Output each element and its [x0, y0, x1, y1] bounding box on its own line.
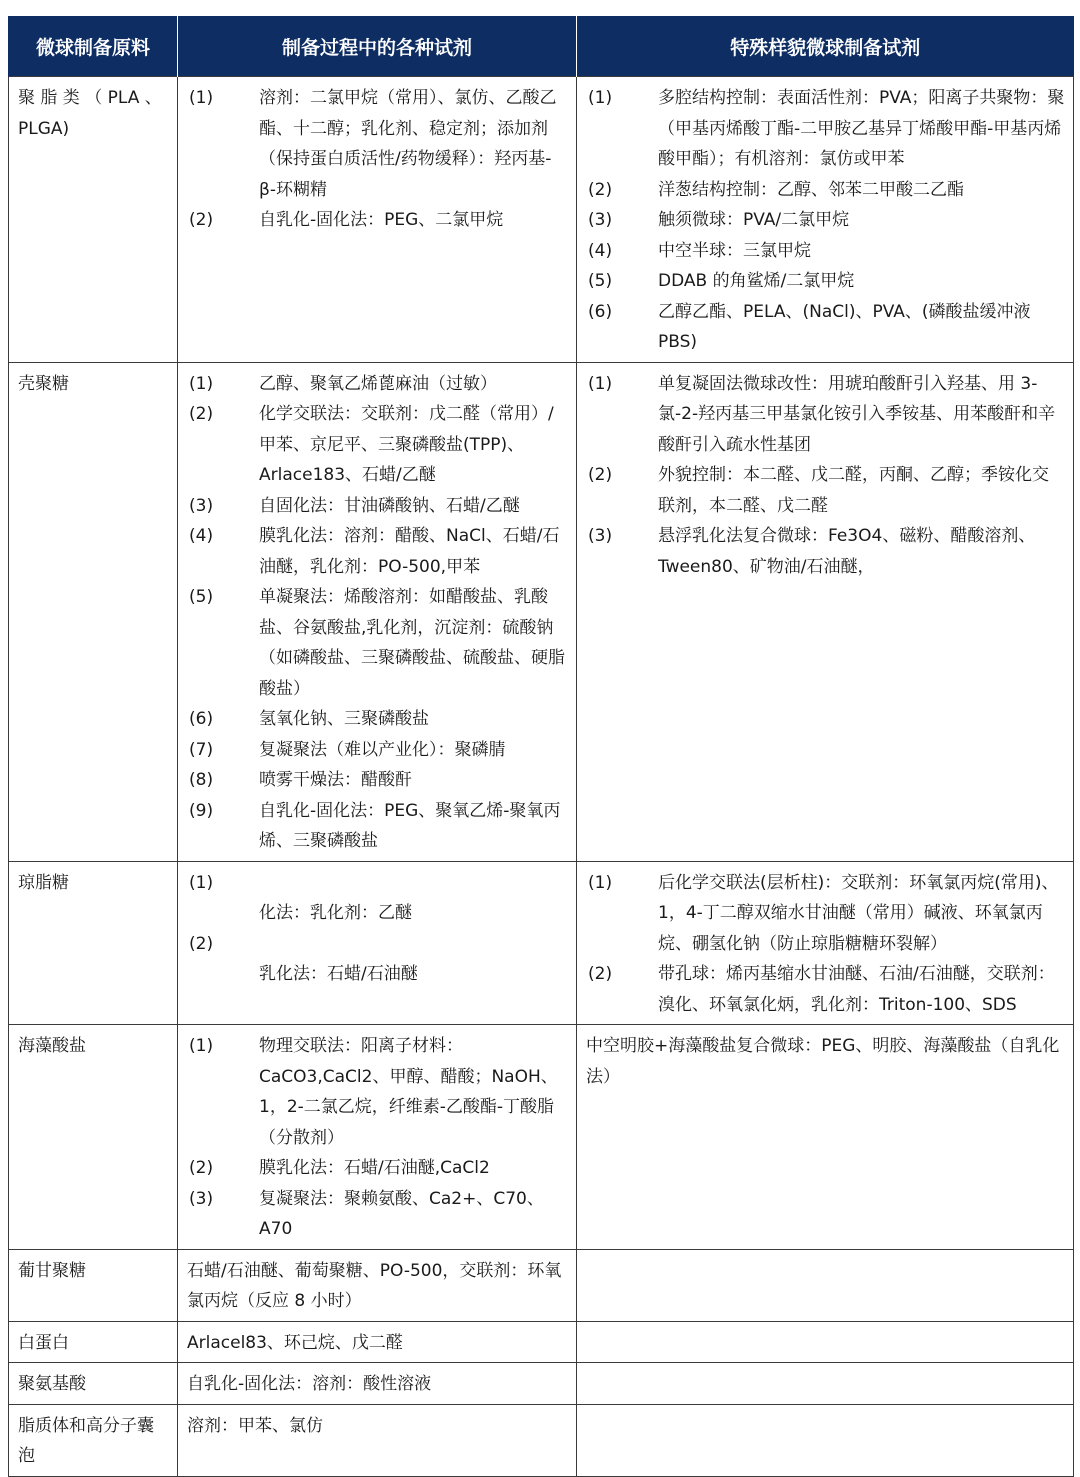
- material-cell: [9, 1363, 178, 1405]
- item-text: 自固化法：甘油磷酸钠、石蜡/乙醚: [259, 495, 520, 516]
- table-row: [9, 362, 1074, 861]
- item-text: DDAB 的角鲨烯/二氯甲烷: [658, 271, 855, 291]
- material-cell: [9, 861, 178, 1025]
- item-text: 触须微球：PVA/二氯甲烷: [658, 210, 850, 230]
- list-item: [187, 796, 568, 857]
- item-list: [586, 83, 1065, 358]
- item-number: (6): [189, 709, 214, 729]
- item-number: (2): [588, 964, 613, 984]
- list-item: [586, 521, 1065, 582]
- item-text: 溶剂：二氯甲烷（常用）、氯仿、乙酸乙酯、十二醇；乳化剂、稳定剂；添加剂（保持蛋白质活性/药物缓释）：羟丙基-β-环糊精: [259, 88, 557, 200]
- list-item: [586, 205, 1065, 236]
- header-special: 特殊样貌微球制备试剂: [577, 16, 1074, 77]
- table-row: [9, 1363, 1074, 1405]
- item-number: (7): [189, 739, 214, 760]
- reagents-cell: [178, 362, 577, 861]
- list-item: [187, 929, 568, 960]
- material-name: 海藻酸盐: [18, 1036, 86, 1056]
- item-number: (2): [189, 1158, 214, 1178]
- list-item: [187, 959, 568, 990]
- item-text: 化法：乳化剂：乙醚: [259, 903, 412, 923]
- list-item: [187, 369, 568, 400]
- item-text: 化学交联法：交联剂：戊二醛（常用）/甲苯、京尼平、三聚磷酸盐(TPP)、Arlace183、石蜡/乙醚: [259, 404, 554, 485]
- item-number: (1): [588, 88, 613, 108]
- item-number: (1): [588, 872, 613, 893]
- list-item: [187, 399, 568, 491]
- item-number: (2): [189, 404, 214, 424]
- list-item: [586, 236, 1065, 267]
- table-row: [9, 1249, 1074, 1321]
- item-number: (5): [189, 587, 214, 607]
- list-item: [586, 175, 1065, 206]
- item-text: [259, 868, 568, 899]
- list-item: [187, 1184, 568, 1245]
- material-name: 壳聚糖: [18, 373, 69, 394]
- special-cell: [577, 1363, 1074, 1405]
- material-name: 脂质体和高分子囊泡: [18, 1415, 154, 1466]
- item-number: (4): [189, 526, 214, 546]
- material-cell: [9, 77, 178, 363]
- reagents-cell: [178, 1363, 577, 1405]
- item-text: 洋葱结构控制：乙醇、邻苯二甲酸二乙酯: [658, 179, 964, 200]
- item-number: (2): [189, 210, 214, 230]
- list-item: [187, 205, 568, 236]
- item-text: 自乳化-固化法：PEG、聚氧乙烯-聚氧丙烯、三聚磷酸盐: [259, 800, 561, 851]
- cell-text: 溶剂：甲苯、氯仿: [187, 1415, 323, 1436]
- list-item: [586, 959, 1065, 1020]
- reagent-table: [8, 16, 1074, 1477]
- item-list: [187, 868, 568, 990]
- material-name: 琼脂糖: [18, 872, 69, 893]
- list-item: [187, 83, 568, 205]
- item-text: 氢氧化钠、三聚磷酸盐: [259, 709, 429, 729]
- list-item: [187, 704, 568, 735]
- item-text: 乙醇、聚氧乙烯蓖麻油（过敏）: [259, 373, 497, 394]
- material-cell: [9, 1404, 178, 1476]
- item-number: (2): [189, 933, 214, 954]
- reagents-cell: [178, 1025, 577, 1250]
- item-number: (4): [588, 240, 613, 261]
- header-material: 微球制备原料: [9, 16, 178, 77]
- header-reagents: 制备过程中的各种试剂: [178, 16, 577, 77]
- item-text: 复凝聚法（难以产业化）：聚磷腈: [259, 739, 506, 760]
- item-number: (6): [588, 301, 613, 322]
- item-text: 外貌控制：本二醛、戊二醛，丙酮、乙醇；季铵化交联剂，本二醛、戊二醛: [658, 465, 1049, 516]
- material-name: 白蛋白: [18, 1332, 69, 1353]
- list-item: [586, 297, 1065, 358]
- reagents-cell: [178, 1321, 577, 1363]
- item-number: (9): [189, 800, 214, 821]
- special-cell: [577, 1321, 1074, 1363]
- special-cell: [577, 1249, 1074, 1321]
- material-name: 聚 脂 类 （ PLA 、PLGA): [18, 88, 162, 139]
- list-item: [187, 868, 568, 899]
- item-list: [187, 83, 568, 236]
- item-number: (1): [189, 1036, 214, 1056]
- item-text: 乙醇乙酯、PELA、(NaCl)、PVA、(磷酸盐缓冲液 PBS): [658, 301, 1031, 352]
- table-row: [9, 861, 1074, 1025]
- material-name: 聚氨基酸: [18, 1374, 86, 1394]
- reagents-cell: [178, 1249, 577, 1321]
- item-text: 膜乳化法：石蜡/石油醚,CaCl2: [259, 1158, 490, 1178]
- list-item: [586, 83, 1065, 175]
- item-number: (5): [588, 271, 613, 291]
- item-text: 单凝聚法：烯酸溶剂：如醋酸盐、乳酸盐、谷氨酸盐,乳化剂，沉淀剂：硫酸钠（如磷酸盐、三聚磷酸盐、硫酸盐、硬脂酸盐）: [259, 587, 565, 699]
- item-list: [187, 369, 568, 857]
- item-list: [586, 868, 1065, 1021]
- material-cell: [9, 1249, 178, 1321]
- item-text: 物理交联法：阳离子材料：CaCO3,CaCl2、甲醇、醋酸；NaOH、1，2-二氯乙烷，纤维素-乙酸酯-丁酸脂（分散剂）: [259, 1036, 558, 1148]
- table-row: [9, 1025, 1074, 1250]
- material-cell: [9, 1321, 178, 1363]
- header-row: [9, 16, 1074, 77]
- item-number: (1): [189, 88, 214, 108]
- special-cell: [577, 861, 1074, 1025]
- list-item: [187, 735, 568, 766]
- table-row: [9, 1404, 1074, 1476]
- special-cell: [577, 1025, 1074, 1250]
- special-cell: [577, 362, 1074, 861]
- material-cell: [9, 362, 178, 861]
- material-name: 葡甘聚糖: [18, 1260, 86, 1281]
- item-number: (2): [588, 465, 613, 485]
- item-text: 复凝聚法：聚赖氨酸、Ca2+、C70、A70: [259, 1188, 544, 1239]
- list-item: [187, 582, 568, 704]
- table-body: [9, 77, 1074, 1477]
- item-text: 带孔球：烯丙基缩水甘油醚、石油/石油醚，交联剂：溴化、环氧氯化炳，乳化剂：Triton-100、SDS: [658, 964, 1055, 1015]
- item-number: (1): [189, 872, 214, 893]
- item-list: [187, 1031, 568, 1245]
- list-item: [586, 369, 1065, 461]
- item-text: 乳化法：石蜡/石油醚: [259, 964, 418, 984]
- list-item: [187, 1031, 568, 1153]
- list-item: [187, 898, 568, 929]
- list-item: [187, 1153, 568, 1184]
- cell-text: 石蜡/石油醚、葡萄聚糖、PO-500，交联剂：环氧氯丙烷（反应 8 小时）: [187, 1260, 562, 1311]
- item-list: [586, 369, 1065, 583]
- item-number: (8): [189, 770, 214, 790]
- table-row: [9, 1321, 1074, 1363]
- reagents-cell: [178, 1404, 577, 1476]
- cell-text: Arlacel83、环己烷、戊二醛: [187, 1332, 403, 1353]
- item-text: 膜乳化法：溶剂：醋酸、NaCl、石蜡/石油醚，乳化剂：PO-500,甲苯: [259, 526, 560, 577]
- item-number: [187, 959, 259, 990]
- item-text: 后化学交联法(层析柱)：交联剂：环氧氯丙烷(常用)、1，4-丁二醇双缩水甘油醚（常用）碱液、环氧氯丙烷、硼氢化钠（防止琼脂糖糖环裂解）: [658, 872, 1059, 954]
- item-number: (2): [588, 179, 613, 200]
- special-cell: [577, 77, 1074, 363]
- cell-text: 中空明胶+海藻酸盐复合微球：PEG、明胶、海藻酸盐（自乳化法）: [586, 1036, 1060, 1087]
- list-item: [586, 460, 1065, 521]
- item-number: (1): [588, 373, 613, 394]
- item-text: 悬浮乳化法复合微球：Fe3O4、磁粉、醋酸溶剂、Tween80、矿物油/石油醚，: [658, 526, 1036, 577]
- list-item: [187, 521, 568, 582]
- list-item: [187, 491, 568, 522]
- list-item: [586, 868, 1065, 960]
- item-number: (3): [588, 526, 613, 546]
- item-text: 喷雾干燥法：醋酸酐: [259, 770, 412, 790]
- list-item: [187, 765, 568, 796]
- item-text: 中空半球：三氯甲烷: [658, 240, 811, 261]
- list-item: [586, 266, 1065, 297]
- item-text: [259, 929, 568, 960]
- reagents-cell: [178, 861, 577, 1025]
- reagents-cell: [178, 77, 577, 363]
- item-number: [187, 898, 259, 929]
- material-cell: [9, 1025, 178, 1250]
- item-number: (1): [189, 373, 214, 394]
- item-number: (3): [189, 1188, 214, 1209]
- item-text: 多腔结构控制：表面活性剂：PVA；阳离子共聚物：聚（甲基丙烯酸丁酯-二甲胺乙基异丁烯酸甲酯-甲基丙烯酸甲酯）；有机溶剂：氯仿或甲苯: [658, 88, 1065, 169]
- special-cell: [577, 1404, 1074, 1476]
- table-row: [9, 77, 1074, 363]
- item-number: (3): [189, 495, 214, 516]
- item-text: 自乳化-固化法：PEG、二氯甲烷: [259, 210, 504, 230]
- item-number: (3): [588, 210, 613, 230]
- item-text: 单复凝固法微球改性：用琥珀酸酐引入羟基、用 3-氯-2-羟丙基三甲基氯化铵引入季铵基、用苯酸酐和辛酸酐引入疏水性基团: [658, 373, 1056, 455]
- cell-text: 自乳化-固化法：溶剂：酸性溶液: [187, 1374, 432, 1394]
